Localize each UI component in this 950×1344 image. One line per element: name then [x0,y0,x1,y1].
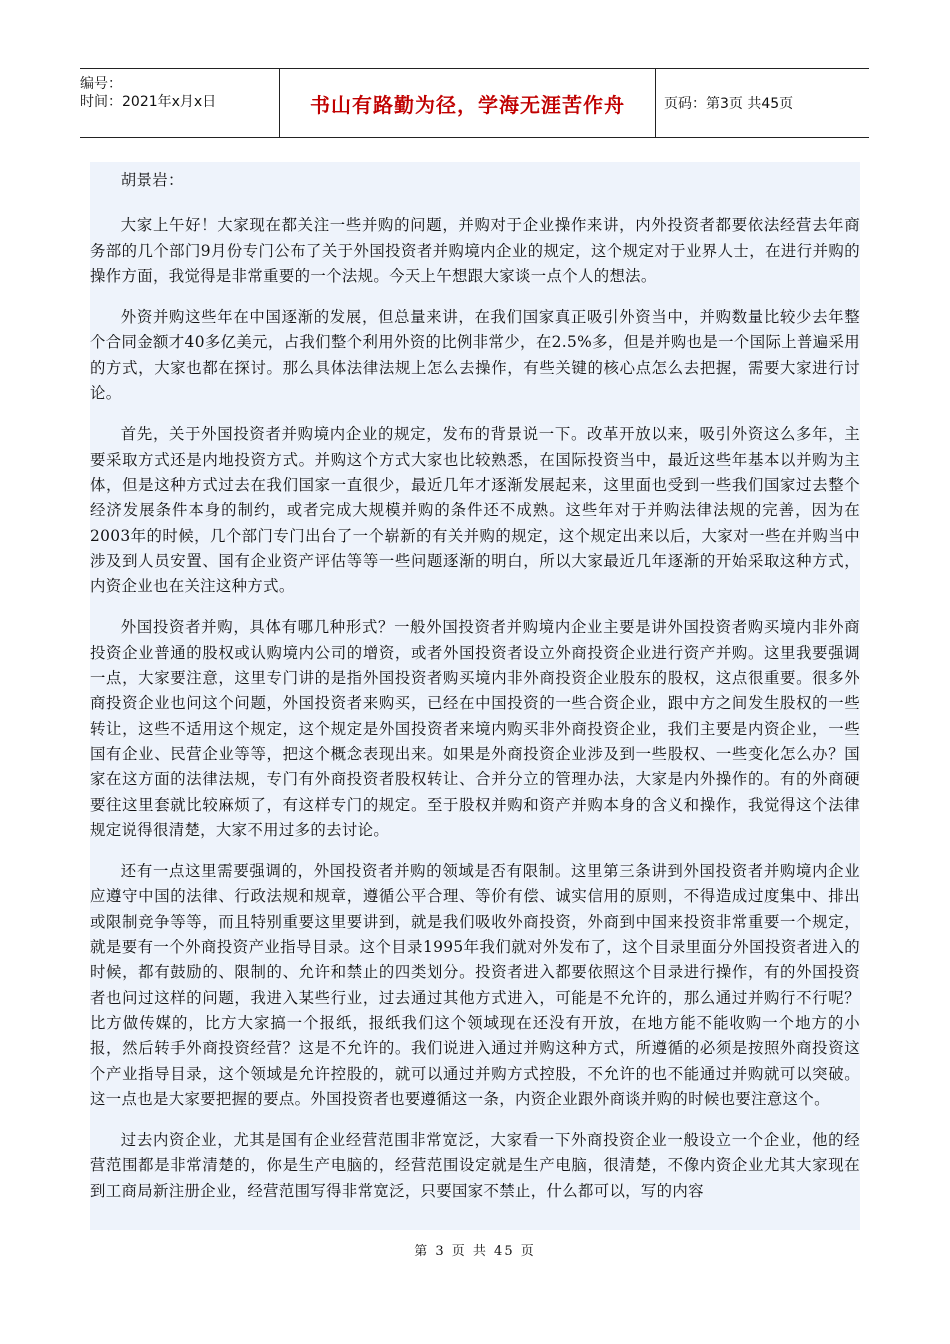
paragraph: 首先，关于外国投资者并购境内企业的规定，发布的背景说一下。改革开放以来，吸引外资这么多年，主要采取方式还是内地投资方式。并购这个方式大家也比较熟悉，在国际投资当中，最近这些年基本以并购为主体，但是这种方式过去在我们国家一直很少，最近几年才逐渐发展起来，这里面也受到一些我们国家过去整个经济发展条件本身的制约，或者完成大规模并购的条件还不成熟。这些年对于并购法律法规的完善，因为在2003年的时候，几个部门专门出台了一个崭新的有关并购的规定，这个规定出来以后，大家对一些在并购当中涉及到人员安置、国有企业资产评估等等一些问题逐渐的明白，所以大家最近几年逐渐的开始采取这种方式，内资企业也在关注这种方式。 [90,425,860,596]
paragraph: 外资并购这些年在中国逐渐的发展，但总量来讲，在我们国家真正吸引外资当中，并购数量比较少去年整个合同金额才40多亿美元，占我们整个利用外资的比例非常少，在2.5%多，但是并购也是一个国际上普遍采用的方式，大家也都在探讨。那么具体法律法规上怎么去操作，有些关键的核心点怎么去把握，需要大家进行讨论。 [90,308,860,403]
header-motto: 书山有路勤为径，学海无涯苦作舟 [280,69,656,137]
paragraph: 还有一点这里需要强调的，外国投资者并购的领域是否有限制。这里第三条讲到外国投资者并购境内企业应遵守中国的法律、行政法规和规章，遵循公平合理、等价有偿、诚实信用的原则，不得造成过度集中、排出或限制竞争等等，而且特别重要这里要讲到，就是我们吸收外商投资，外商到中国来投资非常重要一个规定，就是要有一个外商投资产业指导目录。这个目录1995年我们就对外发布了，这个目录里面分外国投资者进入的时候，都有鼓励的、限制的、允许和禁止的四类划分。投资者进入都要依照这个目录进行操作，有的外国投资者也问过这样的问题，我进入某些行业，过去通过其他方式进入，可能是不允许的，那么通过并购行不行呢？比方做传媒的，比方大家搞一个报纸，报纸我们这个领域现在还没有开放，在地方能不能收购一个地方的小报，然后转手外商投资经营？这是不允许的。我们说进入通过并购这种方式，所遵循的必须是按照外商投资这个产业指导目录，这个领域是允许控股的，就可以通过并购方式控股，不允许的也不能通过并购就可以突破。这一点也是大家要把握的要点。外国投资者也要遵循这一条，内资企业跟外商谈并购的时候也要注意这个。 [90,862,860,1108]
paragraph: 过去内资企业，尤其是国有企业经营范围非常宽泛，大家看一下外商投资企业一般设立一个企业，他的经营范围都是非常清楚的，你是生产电脑的，经营范围设定就是生产电脑，很清楚，不像内资企业尤其大家现在到工商局新注册企业，经营范围写得非常宽泛，只要国家不禁止，什么都可以，写的内容 [90,1131,860,1200]
document-number-label: 编号： [80,76,122,92]
speaker-name: 胡景岩： [120,171,184,189]
header-meta [80,69,280,137]
document-body [90,162,860,1230]
document-time-label: 时间：2021年x月x日 [80,94,217,110]
page-header [80,68,869,138]
paragraph: 大家上午好！大家现在都关注一些并购的问题，并购对于企业操作来讲，内外投资者都要依法经营去年商务部的几个部门9月份专门公布了关于外国投资者并购境内企业的规定，这个规定对于业界人士，在进行并购的操作方面，我觉得是非常重要的一个法规。今天上午想跟大家谈一点个人的想法。 [90,216,860,285]
paragraph: 外国投资者并购，具体有哪几种形式？一般外国投资者并购境内企业主要是讲外国投资者购买境内非外商投资企业普通的股权或认购境内公司的增资，或者外国投资者设立外商投资企业进行资产并购。这里我要强调一点，大家要注意，这里专门讲的是指外国投资者购买境内非外商投资企业股东的股权，这点很重要。很多外商投资企业也问这个问题，外国投资者来购买，已经在中国投资的一些合资企业，跟中方之间发生股权的一些转让，这些不适用这个规定，这个规定是外国投资者来境内购买非外商投资企业，我们主要是内资企业，一些国有企业、民营企业等等，把这个概念表现出来。如果是外商投资企业涉及到一些股权、一些变化怎么办？国家在这方面的法律法规，专门有外商投资者股权转让、合并分立的管理办法，大家是内外操作的。有的外商硬要往这里套就比较麻烦了，有这样专门的规定。至于股权并购和资产并购本身的含义和操作，我觉得这个法律规定说得很清楚，大家不用过多的去讨论。 [90,618,860,839]
header-page-label: 页码：第3页 共45页 [664,96,794,112]
page-footer: 第 3 页 共 45 页 [414,1244,536,1259]
